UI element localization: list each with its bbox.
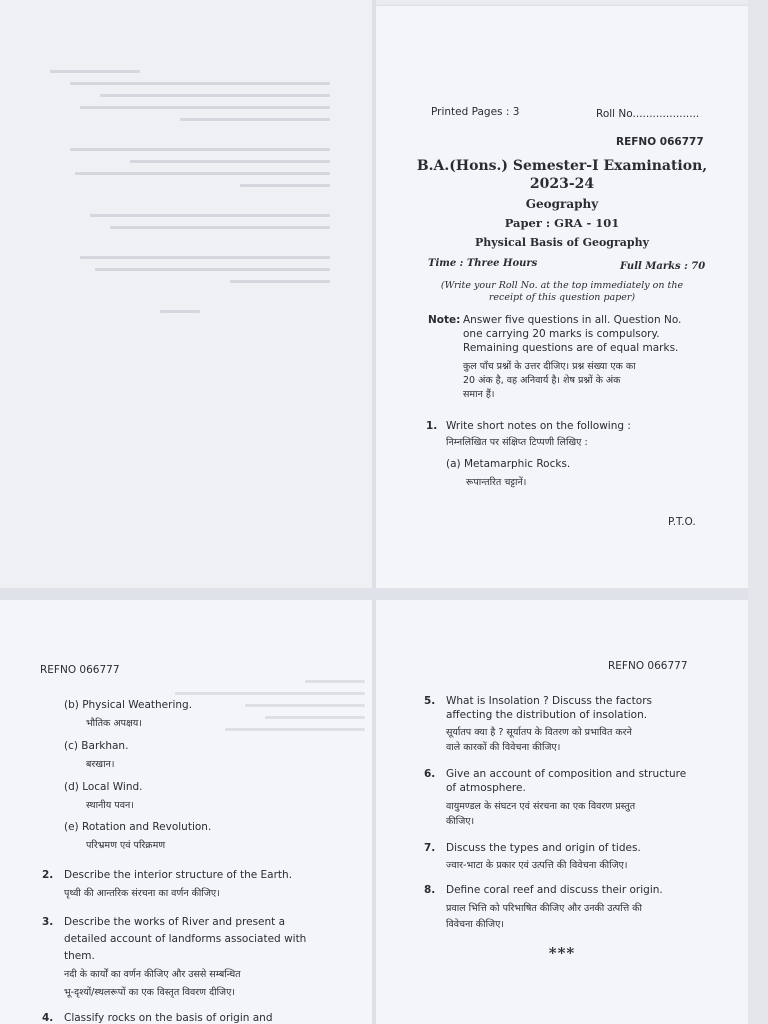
question-8-number: 8. [424,884,436,896]
question-7-hindi: ज्वार-भाटा के प्रकार एवं उत्पत्ति की विवेचना कीजिए। [446,860,628,871]
question-1a-hindi: रूपान्तरित चट्टानें। [466,477,527,488]
question-2-hindi: पृथ्वी की आन्तरिक संरचना का वर्णन कीजिए। [64,888,220,899]
question-5-hindi-line-2: वाले कारकों की विवेचना कीजिए। [446,742,561,753]
note-hindi-line-1: कुल पाँच प्रश्नों के उत्तर दीजिए। प्रश्न संख्या एक का [463,361,636,372]
full-marks: Full Marks : 70 [620,261,706,272]
exam-year: 2023-24 [529,176,595,192]
question-1-text: Write short notes on the following : [446,420,631,432]
question-8-hindi-line-2: विवेचना कीजिए। [446,919,504,930]
question-6-line-1: Give an account of composition and structure [446,768,687,780]
scan-edge [748,0,768,1024]
question-1-number: 1. [426,420,438,432]
note-hindi-line-2: 20 अंक है, वह अनिवार्य है। शेष प्रश्नों के अंक [463,375,621,386]
question-3-hindi-line-2: भू-दृश्यों/स्थलरूपों का एक विस्तृत विवरण दीजिए। [64,987,235,998]
page-divider-vertical [372,0,376,1024]
question-1-hindi: निम्नलिखित पर संक्षिप्त टिप्पणी लिखिए : [446,437,588,448]
show-through-text [40,70,330,322]
question-1d-text: (d) Local Wind. [64,781,143,793]
printed-pages: Printed Pages : 3 [431,106,520,118]
question-6-hindi-line-1: वायुमण्डल के संघटन एवं संरचना का एक विवरण प्रस्तुत [446,801,636,812]
question-7-text: Discuss the types and origin of tides. [446,842,641,854]
show-through-text [165,680,365,740]
question-1c-text: (c) Barkhan. [64,740,129,752]
end-of-paper-mark: *** [548,944,576,962]
paper-code: Paper : GRA - 101 [504,216,620,230]
cover-page [376,6,748,590]
question-1b-hindi: भौतिक अपक्षय। [86,718,142,729]
question-3-line-3: them. [64,950,95,962]
note-line-3: Remaining questions are of equal marks. [463,342,679,354]
subject: Geography [525,197,599,211]
question-1e-text: (e) Rotation and Revolution. [64,821,212,833]
back-page-top-left [0,0,372,588]
note-line-2: one carrying 20 marks is compulsory. [463,328,660,340]
question-1c-hindi: बरखान। [86,759,115,770]
exam-title: B.A.(Hons.) Semester-I Examination, [416,158,708,174]
note-hindi-line-3: समान हैं। [463,389,495,400]
question-2-number: 2. [42,869,54,881]
refno-page-3: REFNO 066777 [608,660,688,672]
question-2-text: Describe the interior structure of the Earth. [64,869,293,881]
question-7-number: 7. [424,842,436,854]
question-5-line-2: affecting the distribution of insolation. [446,709,648,721]
question-1d-hindi: स्थानीय पवन। [86,800,134,811]
question-8-text: Define coral reef and discuss their origin. [446,884,663,896]
page-3 [376,600,748,1024]
question-1a-text: (a) Metamarphic Rocks. [446,458,571,470]
question-6-hindi-line-2: कीजिए। [446,816,475,827]
instruction-line-2: receipt of this question paper) [488,292,636,303]
note-label: Note: [428,314,461,326]
question-5-line-1: What is Insolation ? Discuss the factors [446,695,652,707]
question-3-hindi-line-1: नदी के कार्यों का वर्णन कीजिए और उससे सम्बन्धित [64,969,241,980]
page-2 [0,600,372,1024]
refno-page-2: REFNO 066777 [40,664,120,676]
time-allowed: Time : Three Hours [428,258,538,269]
question-5-hindi-line-1: सूर्यातप क्या है ? सूर्यातप के वितरण को प्रभावित करने [446,727,632,738]
note-line-1: Answer five questions in all. Question No. [463,314,682,326]
pto-label: P.T.O. [668,516,696,528]
question-8-hindi-line-1: प्रवाल भित्ति को परिभाषित कीजिए और उनकी उत्पत्ति की [446,903,642,914]
question-5-number: 5. [424,695,436,707]
refno: REFNO 066777 [616,136,704,148]
roll-no: Roll No.................... [596,108,700,120]
question-1e-hindi: परिभ्रमण एवं परिक्रमण [86,840,166,851]
question-6-number: 6. [424,768,436,780]
question-3-line-1: Describe the works of River and present a [64,916,286,928]
question-3-number: 3. [42,916,54,928]
paper-title: Physical Basis of Geography [474,236,649,249]
question-1b-text: (b) Physical Weathering. [64,699,193,711]
question-3-line-2: detailed account of landforms associated with [64,933,307,945]
question-6-line-2: of atmosphere. [446,782,526,794]
question-4-number: 4. [42,1012,54,1024]
instruction-line-1: (Write your Roll No. at the top immediately on the [440,280,684,291]
page-divider-horizontal [0,588,768,600]
question-4-text: Classify rocks on the basis of origin and [64,1012,273,1024]
